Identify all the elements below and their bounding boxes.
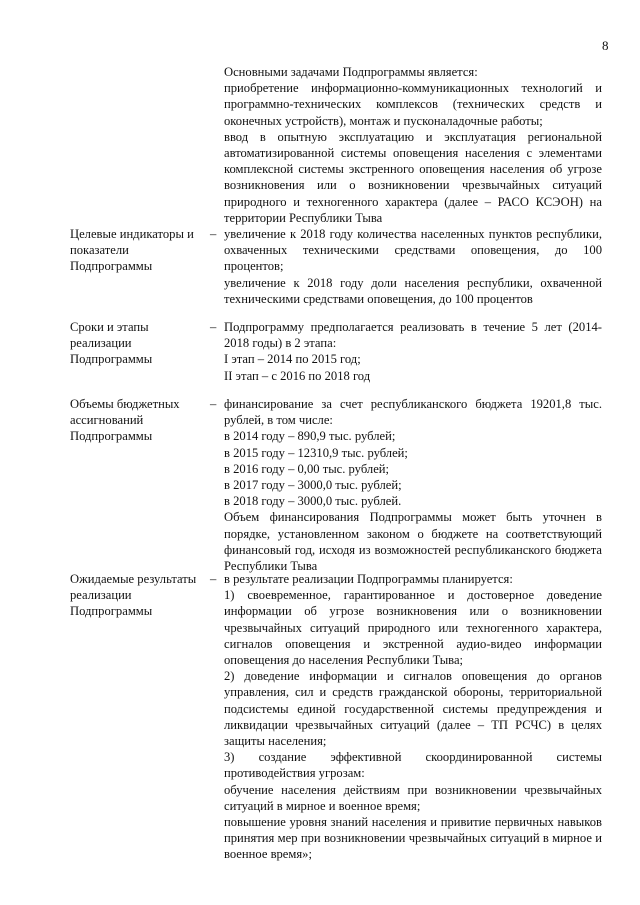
intro-block (224, 64, 602, 226)
content-line: финансирование за счет республиканского бюджета 19201,8 тыс. рублей, в том числе: (224, 397, 602, 428)
content-line: I этап – 2014 по 2015 год; (224, 352, 361, 367)
section-content (224, 319, 602, 384)
content-line: Подпрограмму предполагается реализовать в течение 5 лет (2014-2018 годы) в 2 этапа: (224, 320, 602, 351)
content-line: 2) доведение информации и сигналов оповещения до органов управления, сил и средств гражданской обороны, территориальной подсистемы единой государственной системы предупреждения и ликвидации чрезвычайных ситуаций (далее – ТП РСЧС) в целях защиты населения; (224, 669, 602, 749)
dash: – (210, 572, 217, 586)
section-label: Целевые индикаторы и показатели Подпрограммы (70, 227, 194, 274)
section-label: Сроки и этапы реализации Подпрограммы (70, 320, 153, 367)
content-line: в 2016 году – 0,00 тыс. рублей; (224, 461, 390, 476)
content-line: повышение уровня знаний населения и привитие первичных навыков принятия мер при возникновении чрезвычайных ситуаций в мирное и военное время»; (224, 815, 602, 862)
content-line: 3) создание эффективной скоординированной системы противодействия угрозам: (224, 750, 602, 781)
content-line: в результате реализации Подпрограммы планируется: (224, 572, 513, 586)
content-line: в 2014 году – 890,9 тыс. рублей; (224, 429, 396, 444)
section-content (224, 226, 602, 307)
content-line: в 2017 году – 3000,0 тыс. рублей; (224, 478, 402, 493)
intro-item: ввод в опытную эксплуатацию и эксплуатация региональной автоматизированной системы оповещения населения с элементами комплексной системы экстренного оповещения населения об угрозе возникновения или о возникновении чрезвычайных ситуаций природного и техногенного характера (далее – РАСО КСЭОН) на территории Республики Тыва (224, 129, 602, 225)
content-line: обучение населения действиям при возникновении чрезвычайных ситуаций в мирное и военное время; (224, 782, 602, 813)
section-label: Объемы бюджетных ассигнований Подпрограммы (70, 397, 180, 444)
content-line: в 2018 году – 3000,0 тыс. рублей. (224, 494, 402, 509)
content-line: увеличение к 2018 году доли населения республики, охваченной техническими средствами оповещения, до 100 процентов (224, 275, 602, 306)
content-line: в 2015 году – 12310,9 тыс. рублей; (224, 445, 408, 460)
content-line: Объем финансирования Подпрограммы может быть уточнен в порядке, установленном законом о бюджете на соответствующий финансовый год, исходя из возможностей республиканского бюджета Республики Тыва (224, 510, 602, 574)
dash: – (210, 320, 217, 334)
section-content (224, 571, 602, 863)
section-content (224, 396, 602, 574)
section-label: Ожидаемые результаты реализации Подпрограммы (70, 572, 197, 619)
page-number: 8 (602, 38, 609, 53)
intro-heading: Основными задачами Подпрограммы является: (224, 65, 478, 79)
content-line: увеличение к 2018 году количества населенных пунктов республики, охваченных техническими средствами оповещения, до 100 процентов; (224, 227, 602, 274)
content-line: II этап – с 2016 по 2018 год (224, 368, 371, 383)
content-line: 1) своевременное, гарантированное и достоверное доведение информации об угрозе возникновения или о возникновении чрезвычайных ситуаций природного или техногенного характера, сигналов оповещения и экстренной аудио-видео информации оповещения до населения Республики Тыва; (224, 588, 602, 668)
dash: – (210, 227, 217, 241)
dash: – (210, 397, 217, 411)
intro-item: приобретение информационно-коммуникационных технологий и программно-технических комплексов (технических средств и оконечных устройств), монтаж и пусконаладочные работы; (224, 81, 602, 128)
